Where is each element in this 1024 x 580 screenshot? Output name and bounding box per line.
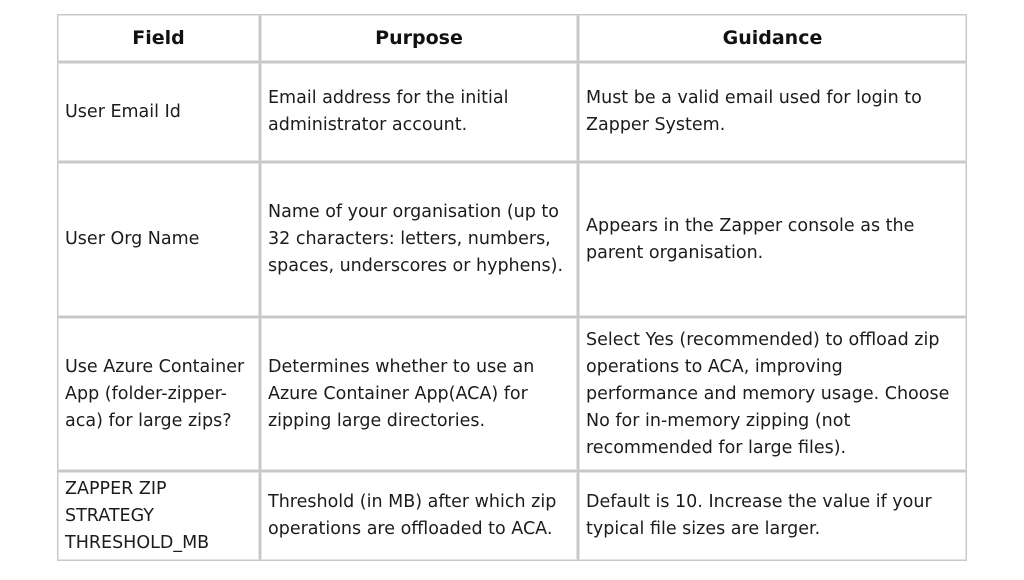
guidance-cell: Default is 10. Increase the value if your typical file sizes are larger. — [578, 471, 967, 561]
purpose-cell: Email address for the initial administrator account. — [260, 62, 578, 162]
table-header-row — [57, 14, 967, 62]
table-row — [57, 62, 967, 162]
purpose-cell: Determines whether to use an Azure Container App(ACA) for zipping large directories. — [260, 317, 578, 471]
guidance-cell: Select Yes (recommended) to offload zip operations to ACA, improving performance and memory usage. Choose No for in-memory zipping (not recommended for large files). — [578, 317, 967, 471]
table-row — [57, 162, 967, 317]
guidance-cell: Appears in the Zapper console as the parent organisation. — [578, 162, 967, 317]
table-row — [57, 471, 967, 561]
header-purpose: Purpose — [260, 14, 578, 62]
purpose-cell: Name of your organisation (up to 32 characters: letters, numbers, spaces, underscores or hyphens). — [260, 162, 578, 317]
field-cell: Use Azure Container App (folder-zipper-aca) for large zips? — [57, 317, 260, 471]
field-cell: User Email Id — [57, 62, 260, 162]
header-guidance: Guidance — [578, 14, 967, 62]
header-field: Field — [57, 14, 260, 62]
purpose-cell: Threshold (in MB) after which zip operations are offloaded to ACA. — [260, 471, 578, 561]
field-cell: User Org Name — [57, 162, 260, 317]
field-cell: ZAPPER ZIP STRATEGY THRESHOLD_MB — [57, 471, 260, 561]
settings-table — [57, 14, 967, 561]
guidance-cell: Must be a valid email used for login to Zapper System. — [578, 62, 967, 162]
table-row — [57, 317, 967, 471]
